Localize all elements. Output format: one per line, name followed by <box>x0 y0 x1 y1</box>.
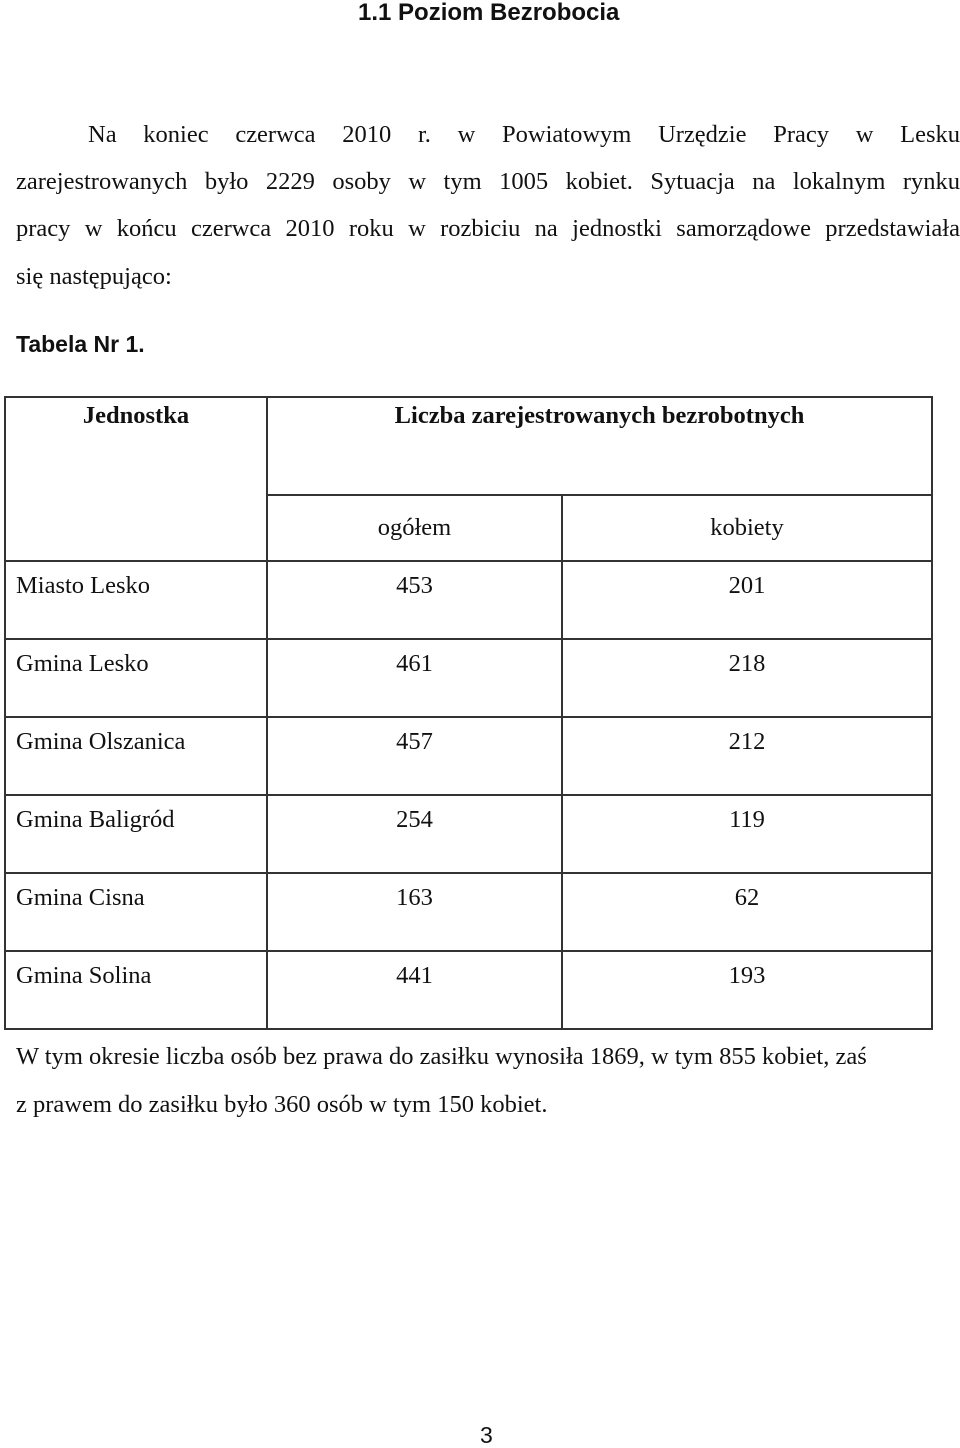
row-women-value: 119 <box>562 795 932 873</box>
outro-line-1: W tym okresie liczba osób bez prawa do zasiłku wynosiła 1869, w tym 855 kobiet, zaś <box>16 1043 867 1070</box>
column-header-women: kobiety <box>562 495 932 561</box>
intro-line-2: zarejestrowanych było 2229 osoby w tym 1005 kobiet. Sytuacja na lokalnym rynku <box>16 168 960 195</box>
table-row <box>5 639 932 717</box>
column-header-total: ogółem <box>267 495 562 561</box>
row-unit-name: Gmina Cisna <box>5 873 267 951</box>
row-women-value: 218 <box>562 639 932 717</box>
column-header-registered: Liczba zarejestrowanych bezrobotnych <box>267 397 932 495</box>
intro-line-4: się następująco: <box>16 263 172 290</box>
outro-line-2: z prawem do zasiłku było 360 osób w tym 150 kobiet. <box>16 1091 548 1118</box>
row-total-value: 461 <box>267 639 562 717</box>
row-unit-name: Gmina Solina <box>5 951 267 1029</box>
row-women-value: 62 <box>562 873 932 951</box>
row-total-value: 163 <box>267 873 562 951</box>
row-women-value: 193 <box>562 951 932 1029</box>
page-number: 3 <box>480 1422 493 1448</box>
row-total-value: 254 <box>267 795 562 873</box>
row-total-value: 457 <box>267 717 562 795</box>
intro-line-3: pracy w końcu czerwca 2010 roku w rozbiciu na jednostki samorządowe przedstawiała <box>16 215 960 242</box>
table-header-row <box>5 397 932 495</box>
row-unit-name: Gmina Olszanica <box>5 717 267 795</box>
row-women-value: 201 <box>562 561 932 639</box>
column-header-unit: Jednostka <box>5 397 267 561</box>
row-total-value: 441 <box>267 951 562 1029</box>
intro-line-1: Na koniec czerwca 2010 r. w Powiatowym Urzędzie Pracy w Lesku <box>88 121 960 148</box>
table-row <box>5 951 932 1029</box>
row-women-value: 212 <box>562 717 932 795</box>
row-unit-name: Miasto Lesko <box>5 561 267 639</box>
row-unit-name: Gmina Baligród <box>5 795 267 873</box>
table-row <box>5 795 932 873</box>
section-heading: 1.1 Poziom Bezrobocia <box>358 0 620 26</box>
table-row <box>5 561 932 639</box>
table-row <box>5 873 932 951</box>
table-label: Tabela Nr 1. <box>16 331 145 357</box>
row-unit-name: Gmina Lesko <box>5 639 267 717</box>
row-total-value: 453 <box>267 561 562 639</box>
table-row <box>5 717 932 795</box>
unemployment-table <box>4 396 933 1030</box>
